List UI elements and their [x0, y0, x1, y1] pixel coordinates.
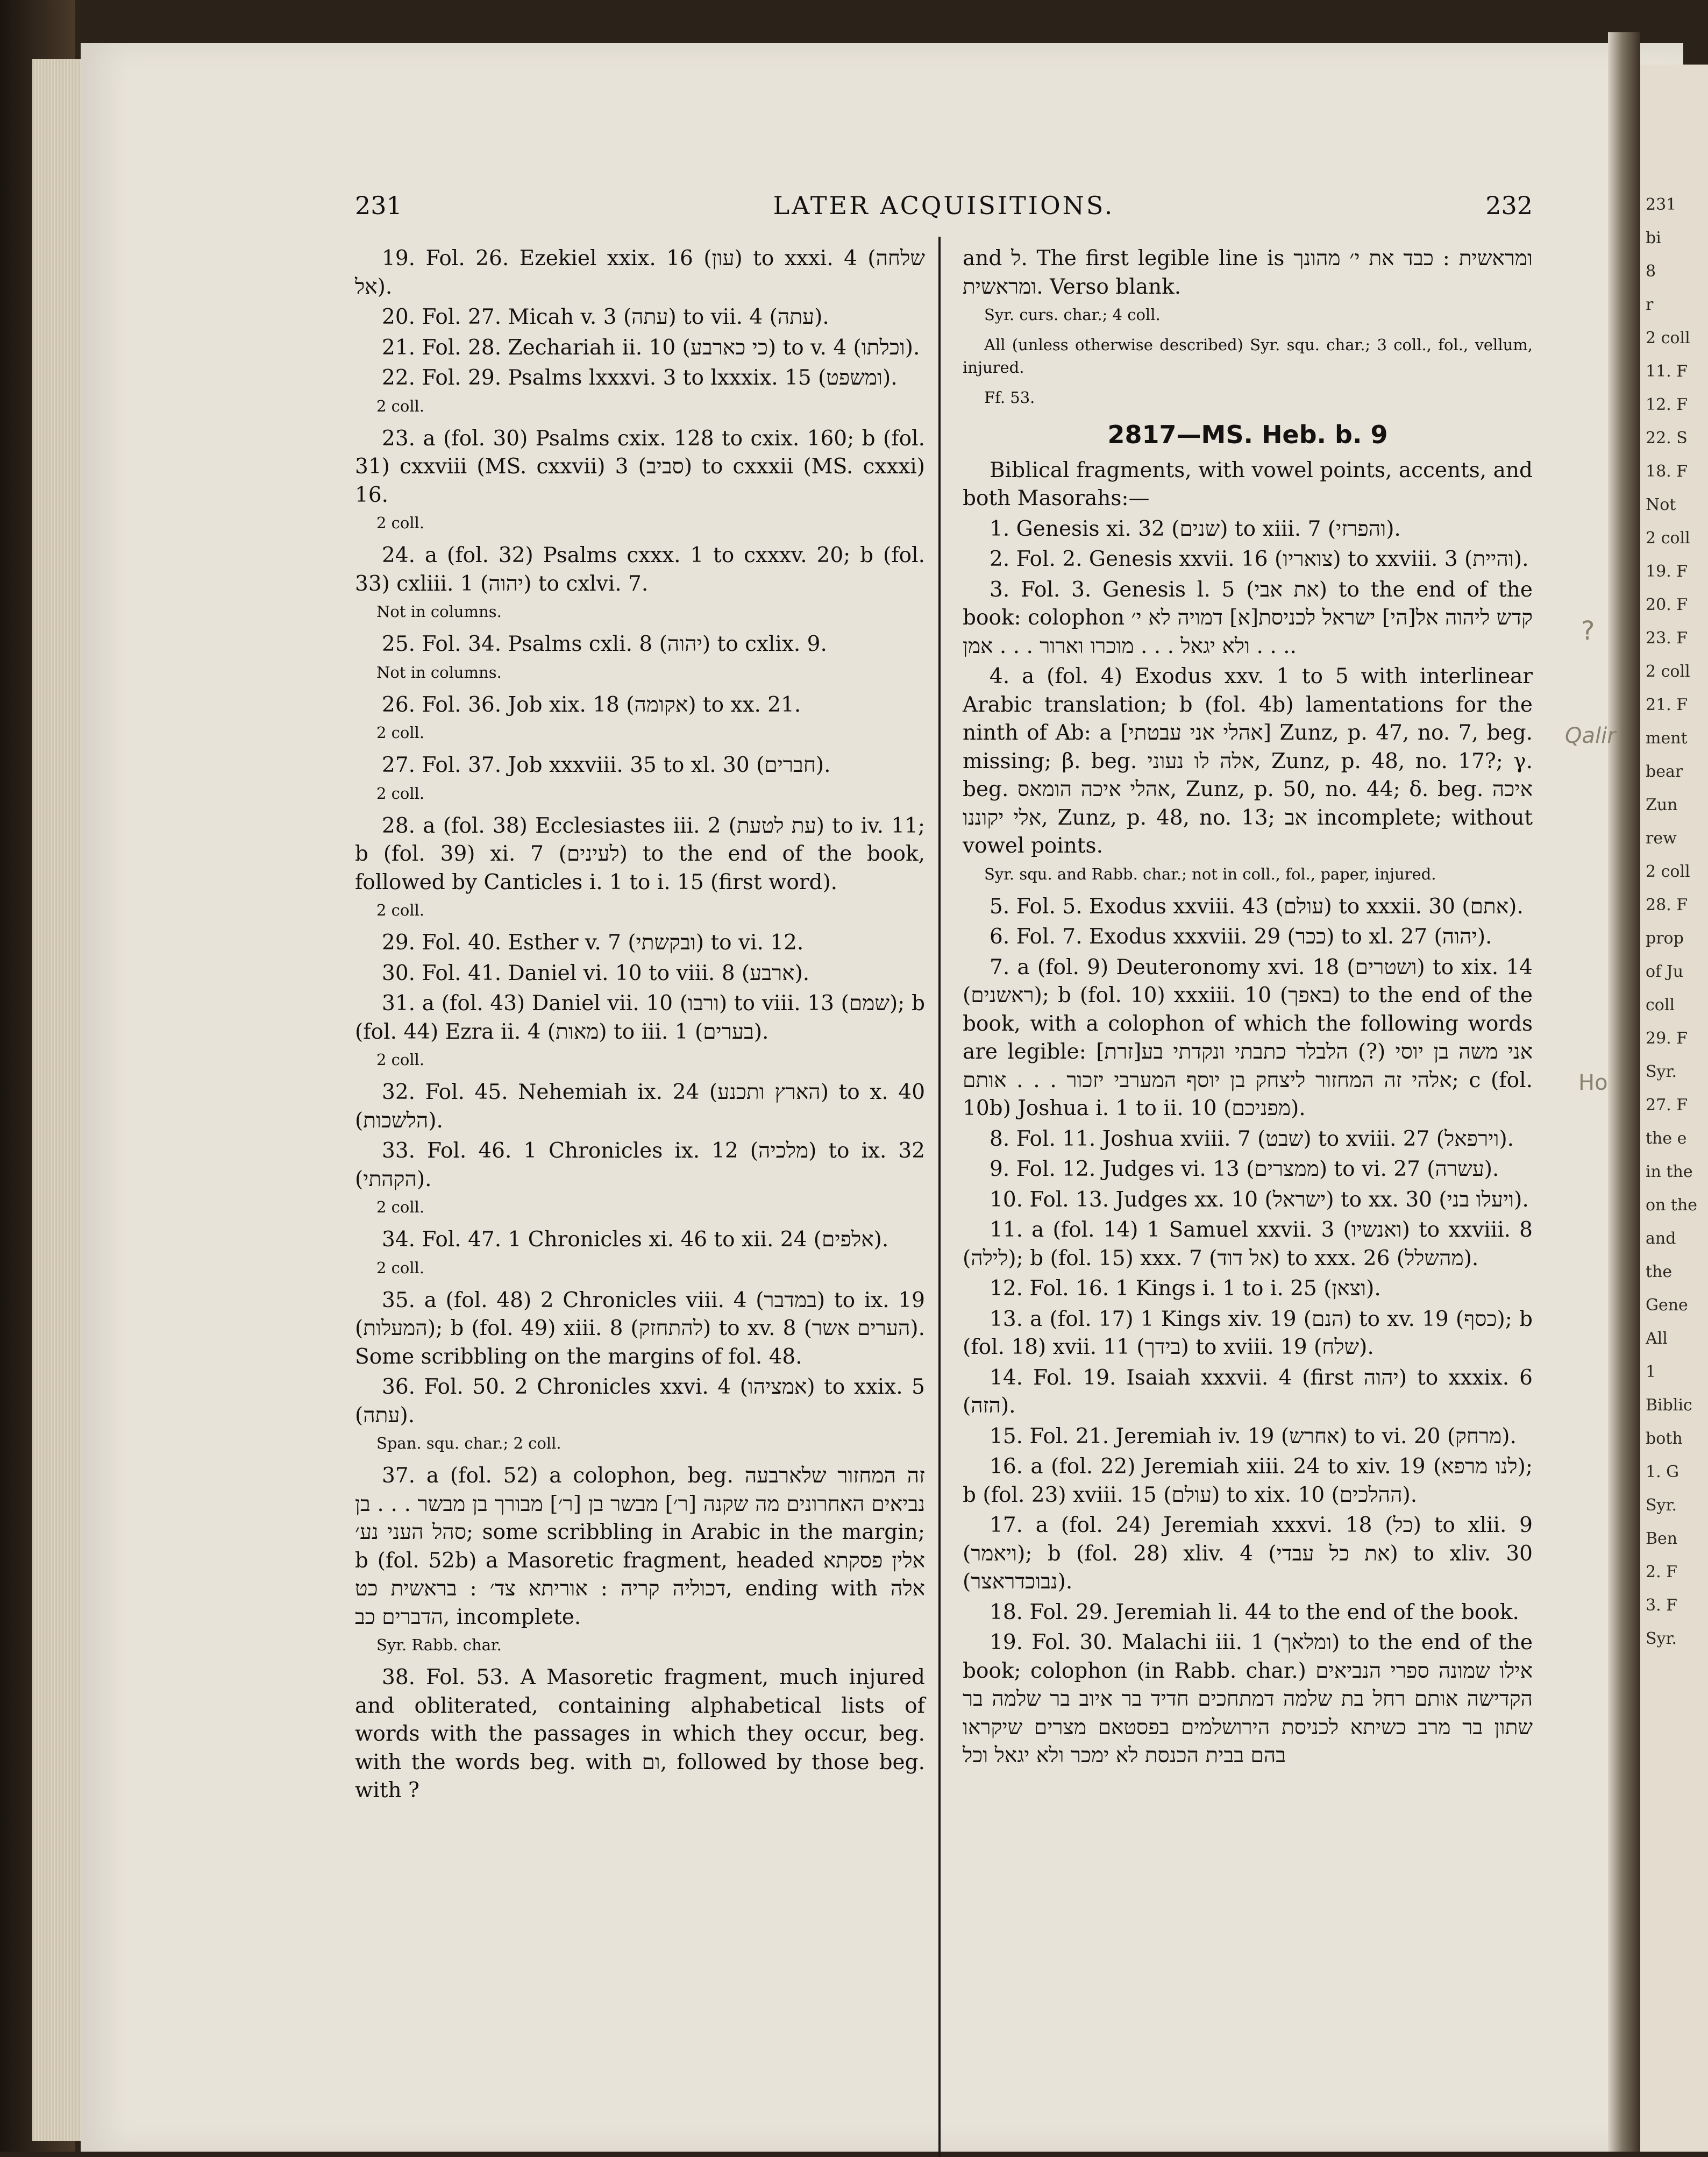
catalogue-note: 2 coll. — [376, 784, 425, 803]
catalogue-entry: 14. Fol. 19. Isaiah xxxvii. 4 (first יהוה) to xxxix. 6 (הזה). — [963, 1365, 1533, 1418]
catalogue-entry: 32. Fol. 45. Nehemiah ix. 24 (הארץ ותכנע) to x. 40 (הלשכות). — [355, 1080, 926, 1133]
next-page-fragment: 2 coll — [1646, 662, 1690, 681]
catalogue-note: Not in columns. — [376, 602, 502, 621]
next-page-fragment: All — [1646, 1329, 1668, 1348]
next-page-fragment: coll — [1646, 996, 1675, 1014]
catalogue-entry: 16. a (fol. 22) Jeremiah xiii. 24 to xiv. 19 (לנו מרפא); b (fol. 23) xviii. 15 (עולם) to xix. 10 (ההלכים). — [963, 1454, 1533, 1507]
catalogue-entry: 37. a (fol. 52) a colophon, beg. זה המחזור שלארבעה נביאים האחרונים מה שקנה [ר׳] מבשר בן [ר׳] מבורך בן מבשר . . . בן סהל העני נע׳; some scribbling in Arabic in the margin; b (fol. 52b) a Masoretic fragment, headed אלין פסקתא דכוליה קריה : אוריתא צד׳ : בראשית כט, ending with אלה הדברים כב, incomplete. — [355, 1464, 926, 1629]
next-page-fragment: 29. F — [1646, 1029, 1688, 1048]
right-column — [963, 245, 1533, 1772]
next-page-fragment: 231 — [1646, 195, 1677, 214]
catalogue-entry: 8. Fol. 11. Joshua xviii. 7 (שבט) to xviii. 27 (וירפאל). — [990, 1126, 1514, 1151]
next-page-fragment: 22. S — [1646, 429, 1688, 448]
catalogue-note: Ff. 53. — [984, 388, 1035, 407]
next-page-fragment: Zun — [1646, 796, 1678, 814]
left-column — [355, 245, 925, 1807]
catalogue-note: Syr. curs. char.; 4 coll. — [984, 306, 1161, 324]
catalogue-entry: 30. Fol. 41. Daniel vi. 10 to viii. 8 (ארבע). — [382, 961, 810, 985]
next-page-fragment: bi — [1646, 229, 1661, 247]
next-page-fragment: 20. F — [1646, 595, 1688, 614]
next-page-fragment: in the — [1646, 1162, 1693, 1181]
next-page-fragment: Biblic — [1646, 1396, 1692, 1415]
left-page-number: 231 — [355, 191, 402, 220]
next-page-fragment: 11. F — [1646, 362, 1688, 381]
margin-pencil-question: ? — [1581, 616, 1595, 646]
catalogue-entry: 22. Fol. 29. Psalms lxxxvi. 3 to lxxxix. 15 (ומשפט). — [382, 366, 898, 390]
catalogue-entry: 12. Fol. 16. 1 Kings i. 1 to i. 25 (וצאן). — [990, 1276, 1381, 1301]
catalogue-entry: 15. Fol. 21. Jeremiah iv. 19 (אחרש) to vi. 20 (מרחק). — [990, 1424, 1517, 1449]
next-page-fragment: Gene — [1646, 1296, 1688, 1315]
next-page-fragment: 21. F — [1646, 696, 1688, 714]
catalogue-entry: 17. a (fol. 24) Jeremiah xxxvi. 18 (כל) to xlii. 9 (ויאמר); b (fol. 28) xliv. 4 (את כל עבדי) to xliv. 30 (נבוכדראצר). — [963, 1513, 1533, 1594]
next-page-fragment: Ben — [1646, 1529, 1678, 1548]
next-page-fragment: 2 coll — [1646, 862, 1690, 881]
catalogue-entry: 1. Genesis xi. 32 (שנים) to xiii. 7 (והפרזי). — [990, 516, 1401, 541]
next-page-fragment: 8 — [1646, 262, 1656, 281]
next-page-fragment: 12. F — [1646, 395, 1688, 414]
next-page-fragment: 2 coll — [1646, 529, 1690, 548]
next-page-fragment: 1. G — [1646, 1463, 1679, 1481]
catalogue-heading: 2817—MS. Heb. b. 9 — [1107, 420, 1388, 449]
catalogue-entry: 27. Fol. 37. Job xxxviii. 35 to xl. 30 (חברים). — [382, 753, 831, 777]
next-page-fragment: ment — [1646, 729, 1688, 748]
catalogue-entry: 9. Fol. 12. Judges vi. 13 (ממצרים) to vi. 27 (עשרה). — [990, 1157, 1499, 1181]
next-page-fragment: the e — [1646, 1129, 1687, 1148]
next-page-fragment: prop — [1646, 929, 1684, 948]
next-page-fragment: 1 — [1646, 1363, 1656, 1381]
catalogue-note: Syr. squ. and Rabb. char.; not in coll., fol., paper, injured. — [984, 864, 1436, 883]
catalogue-note: 2 coll. — [376, 1051, 425, 1069]
catalogue-entry: 20. Fol. 27. Micah v. 3 (עתה) to vii. 4 (עתה). — [382, 305, 829, 329]
next-page-fragment: rew — [1646, 829, 1677, 848]
next-page-fragment: 2. F — [1646, 1563, 1677, 1581]
catalogue-entry: 29. Fol. 40. Esther v. 7 (ובקשתי) to vi. 12. — [382, 931, 804, 955]
next-page-fragment: 23. F — [1646, 629, 1688, 648]
catalogue-entry: 19. Fol. 30. Malachi iii. 1 (ומלאך) to the end of the book; colophon (in Rabb. char.) אילו שמונה ספרי הנביאים הקדישה אותם רחל בת שלמה דמתחכים חדיד בר איוב בר שלמה בר שתון בר מרב כשיתא לכניסת הירושלמים בפסטאם מצרים שיקראו בהם בבית הכנסת לא ימכר ולא יגאל וכל — [963, 1630, 1533, 1768]
catalogue-entry: 23. a (fol. 30) Psalms cxix. 128 to cxix. 160; b (fol. 31) cxxviii (MS. cxxvii) 3 (סביב) to cxxxii (MS. cxxxi) 16. — [355, 426, 925, 507]
catalogue-note: Not in columns. — [376, 663, 502, 682]
catalogue-entry: 7. a (fol. 9) Deuteronomy xvi. 18 (ושטרים) to xix. 14 (ראשנים); b (fol. 10) xxxiii. 10 (באפך) to the end of the book, with a colophon of which the following words are legible: אני משה בן יוסי (?) הלבלר כתבתי ונקדתי בע[זרת] אלהי זה המחזור ליצחק בן יוסף המערבי יזכור . . . אותם; c (fol. 10b) Joshua i. 1 to ii. 10 (מפניכם). — [963, 955, 1533, 1120]
catalogue-entry: 33. Fol. 46. 1 Chronicles ix. 12 (מלכיה) to ix. 32 (הקהתי). — [355, 1139, 926, 1191]
next-page-fragment: r — [1646, 295, 1654, 314]
catalogue-entry: and ל. The first legible line is ומראשית : כבד את י׳ מהונך ומראשית. Verso blank. — [963, 246, 1533, 299]
catalogue-entry: Biblical fragments, with vowel points, accents, and both Masorahs:— — [963, 458, 1533, 510]
catalogue-note: 2 coll. — [376, 1258, 425, 1277]
next-page-fragment: Syr. — [1646, 1062, 1677, 1081]
catalogue-note: 2 coll. — [376, 514, 425, 532]
margin-pencil-ho: Ho — [1578, 1070, 1608, 1095]
catalogue-note: 2 coll. — [376, 723, 425, 742]
catalogue-entry: 36. Fol. 50. 2 Chronicles xxvi. 4 (אמציהו) to xxix. 5 (עתה). — [355, 1375, 925, 1428]
catalogue-entry: 28. a (fol. 38) Ecclesiastes iii. 2 (עת לטעת) to iv. 11; b (fol. 39) xi. 7 (לעינים) to the end of the book, followed by Canticles i. 1 to i. 15 (first word). — [355, 813, 925, 895]
page-header — [355, 191, 1533, 229]
running-title: LATER ACQUISITIONS. — [773, 191, 1115, 220]
catalogue-entry: 13. a (fol. 17) 1 Kings xiv. 19 (הנם) to xv. 19 (כסף); b (fol. 18) xvii. 11 (בידך) to xviii. 19 (שלח). — [963, 1307, 1533, 1359]
next-page-fragment: the — [1646, 1262, 1673, 1281]
next-page-fragment: bear — [1646, 762, 1683, 781]
next-page-fragment: Syr. — [1646, 1629, 1677, 1648]
next-page-fragment: 19. F — [1646, 562, 1688, 581]
next-page-fragment: both — [1646, 1429, 1683, 1448]
catalogue-entry: 31. a (fol. 43) Daniel vii. 10 (ורבו) to viii. 13 (שמם); b (fol. 44) Ezra ii. 4 (מאות) to iii. 1 (בערים). — [355, 991, 926, 1044]
catalogue-entry: 34. Fol. 47. 1 Chronicles xi. 46 to xii. 24 (אלפים). — [382, 1227, 889, 1252]
next-page-fragment: on the — [1646, 1196, 1698, 1215]
column-rule — [938, 237, 941, 2157]
catalogue-entry: 3. Fol. 3. Genesis l. 5 (את אבי) to the end of the book: colophon קדש ליהוה אל[הי] ישראל לכניסת[א] דמויה לא י׳ . . . ולא יגאל . . . מוכרו וארור . . . אמן. — [963, 577, 1533, 658]
next-page-fragment: Not — [1646, 495, 1676, 514]
next-page-fragment: 18. F — [1646, 462, 1688, 481]
catalogue-note: 2 coll. — [376, 901, 425, 919]
next-page-fragment: 3. F — [1646, 1596, 1677, 1615]
catalogue-entry: 18. Fol. 29. Jeremiah li. 44 to the end of the book. — [990, 1600, 1519, 1624]
next-page-fragment: 28. F — [1646, 896, 1688, 914]
catalogue-note: Syr. Rabb. char. — [376, 1636, 502, 1654]
book-gutter — [1608, 32, 1640, 2152]
catalogue-entry: 26. Fol. 36. Job xix. 18 (אקומה) to xx. 21. — [382, 692, 801, 717]
catalogue-entry: 25. Fol. 34. Psalms cxli. 8 (יהוה) to cxlix. 9. — [382, 632, 827, 656]
catalogue-entry: 38. Fol. 53. A Masoretic fragment, much injured and obliterated, containing alphabetical lists of words with the passages in which they occur, beg. with the words beg. with ום, followed by those beg. with ? — [355, 1665, 925, 1803]
next-page-fragment: 2 coll — [1646, 329, 1690, 347]
margin-pencil-qalir: Qalir — [1565, 723, 1616, 748]
catalogue-entry: 35. a (fol. 48) 2 Chronicles viii. 4 (במדבר) to ix. 19 (המעלות); b (fol. 49) xiii. 8 (להתחזק) to xv. 8 (הערים אשר). Some scribbling on the margins of fol. 48. — [355, 1288, 925, 1369]
catalogue-entry: 5. Fol. 5. Exodus xxviii. 43 (עולם) to xxxii. 30 (אתם). — [990, 894, 1524, 919]
next-page-fragment: Syr. — [1646, 1496, 1677, 1515]
catalogue-note: 2 coll. — [376, 396, 425, 415]
catalogue-entry: 4. a (fol. 4) Exodus xxv. 1 to 5 with interlinear Arabic translation; b (fol. 4b) lamentations for the ninth of Ab: a [אהלי אני עבטתי] Zunz, p. 47, no. 7, beg. missing; β. beg. אלה לו נעוני, Zunz, p. 48, no. 17?; γ. beg. אהלי איכה הומאס, Zunz, p. 50, no. 44; δ. beg. איכה אלי יקוננו, Zunz, p. 48, no. 13; אב incomplete; without vowel points. — [963, 664, 1533, 858]
catalogue-note: All (unless otherwise described) Syr. squ. char.; 3 coll., fol., vellum, injured. — [963, 336, 1533, 377]
next-page-edge — [1640, 65, 1708, 2152]
catalogue-entry: 10. Fol. 13. Judges xx. 10 (ישראל) to xx. 30 (ויעלו בני). — [990, 1187, 1529, 1212]
next-page-fragment: and — [1646, 1229, 1676, 1248]
catalogue-note: 2 coll. — [376, 1198, 425, 1216]
next-page-fragment: of Ju — [1646, 962, 1684, 981]
catalogue-entry: 2. Fol. 2. Genesis xxvii. 16 (צואריו) to xxviii. 3 (והיית). — [990, 547, 1529, 571]
catalogue-entry: 21. Fol. 28. Zechariah ii. 10 (כי כארבע) to v. 4 (וכלתו). — [382, 335, 920, 360]
catalogue-entry: 24. a (fol. 32) Psalms cxxx. 1 to cxxxv. 20; b (fol. 33) cxliii. 1 (יהוה) to cxlvi. 7. — [355, 543, 925, 596]
catalogue-note: Span. squ. char.; 2 coll. — [376, 1434, 561, 1452]
catalogue-entry: 6. Fol. 7. Exodus xxxviii. 29 (ככר) to xl. 27 (יהוה). — [990, 925, 1492, 949]
catalogue-entry: 11. a (fol. 14) 1 Samuel xxvii. 3 (ואנשיו) to xxviii. 8 (לילה); b (fol. 15) xxx. 7 (אל דוד) to xxx. 26 (מהשלל). — [963, 1218, 1533, 1271]
next-page-fragment: 27. F — [1646, 1096, 1688, 1115]
catalogue-entry: 19. Fol. 26. Ezekiel xxix. 16 (עון) to xxxi. 4 (שלחה אל). — [355, 246, 925, 299]
right-page-number: 232 — [1485, 191, 1533, 220]
